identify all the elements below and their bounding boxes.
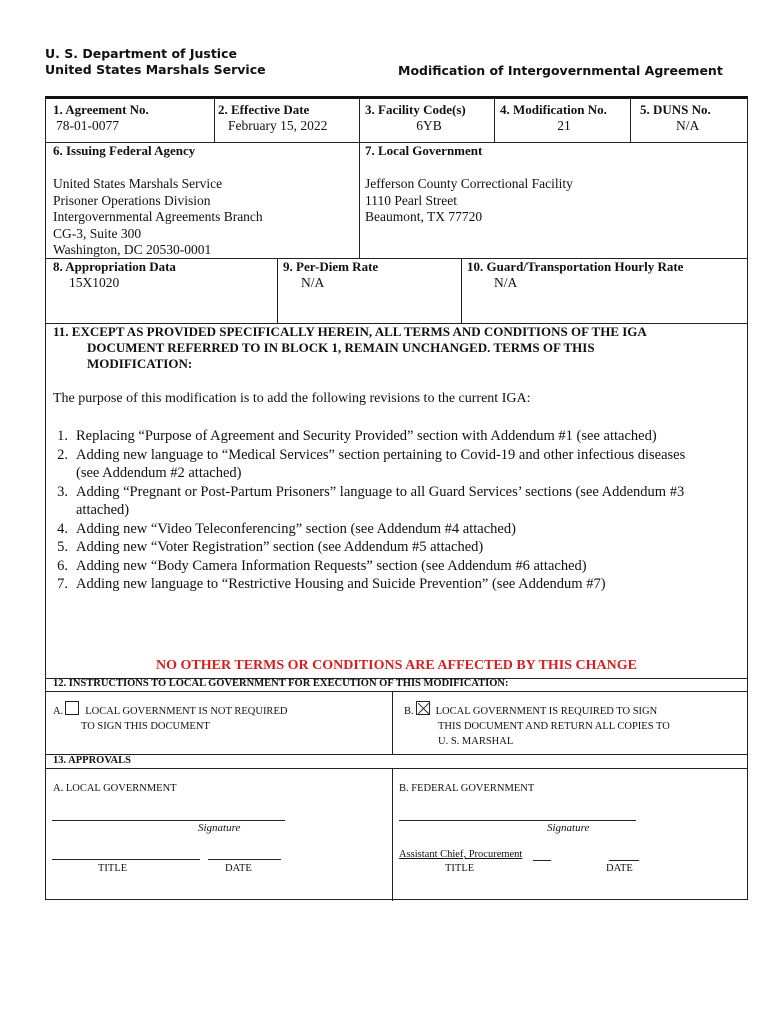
no-other-terms-notice: NO OTHER TERMS OR CONDITIONS ARE AFFECTED BY THIS CHANGE <box>156 658 637 673</box>
per-diem-cell <box>283 259 458 291</box>
address-line: Intergovernmental Agreements Branch <box>53 209 263 224</box>
local-title-caption: TITLE <box>98 863 128 874</box>
local-title-line[interactable] <box>52 859 200 860</box>
col-divider <box>461 258 462 323</box>
list-item-continuation: attached) <box>76 502 130 518</box>
modification-no-label: 4. Modification No. <box>500 102 607 117</box>
list-item: 5. Adding new “Voter Registration” section (see Addendum #5 attached) <box>57 539 484 555</box>
address-line: 1110 Pearl Street <box>365 192 457 208</box>
local-government-cell <box>365 143 735 226</box>
address-line: Washington, DC 20530-0001 <box>53 242 212 257</box>
federal-government-approval-label: B. FEDERAL GOVERNMENT <box>399 783 535 794</box>
address-line: Prisoner Operations Division <box>53 192 211 208</box>
local-date-line[interactable] <box>208 859 281 860</box>
appropriation-label: 8. Appropriation Data <box>53 259 176 274</box>
guard-rate-label: 10. Guard/Transportation Hourly Rate <box>467 259 684 274</box>
local-signature-line[interactable] <box>52 820 285 821</box>
per-diem-label: 9. Per-Diem Rate <box>283 259 379 274</box>
modification-no-value: 21 <box>557 118 571 133</box>
col-divider <box>630 99 631 142</box>
agreement-no-cell <box>53 102 149 134</box>
option-a-line: LOCAL GOVERNMENT IS NOT REQUIRED <box>85 706 288 717</box>
col-divider <box>359 142 360 258</box>
instructions-label: 12. INSTRUCTIONS TO LOCAL GOVERNMENT FOR EXECUTION OF THIS MODIFICATION: <box>53 678 509 689</box>
issuing-agency-label: 6. Issuing Federal Agency <box>53 143 196 158</box>
issuing-agency-cell <box>53 143 353 259</box>
option-a-prefix: A. <box>53 706 64 717</box>
row-divider <box>46 754 747 755</box>
local-government-approval-label: A. LOCAL GOVERNMENT <box>53 783 177 794</box>
appropriation-cell <box>53 259 273 291</box>
address-line: Beaumont, TX 77720 <box>365 209 483 224</box>
agency-header <box>45 46 266 78</box>
guard-rate-value: N/A <box>494 275 518 290</box>
not-required-checkbox[interactable] <box>65 701 79 715</box>
local-government-address <box>365 176 735 226</box>
facility-code-cell <box>365 102 493 134</box>
federal-title-caption: TITLE <box>445 863 475 874</box>
list-item: 3. Adding “Pregnant or Post-Partum Prisoners” language to all Guard Services’ sections (see Addendum #3 <box>57 483 685 500</box>
effective-date-label: 2. Effective Date <box>218 102 310 117</box>
guard-rate-cell <box>467 259 742 291</box>
list-item: 1. Replacing “Purpose of Agreement and Security Provided” section with Addendum #1 (see attached) <box>57 428 657 444</box>
address-line: Jefferson County Correctional Facility <box>365 176 573 191</box>
option-b <box>404 704 734 749</box>
col-divider <box>214 99 215 142</box>
list-item: 7. Adding new language to “Restrictive Housing and Suicide Prevention” (see Addendum #7) <box>57 576 606 592</box>
facility-code-label: 3. Facility Code(s) <box>365 102 466 117</box>
option-b-line: THIS DOCUMENT AND RETURN ALL COPIES TO <box>438 721 670 732</box>
duns-no-label: 5. DUNS No. <box>640 102 711 117</box>
federal-signature-line[interactable] <box>399 820 636 821</box>
purpose-statement: The purpose of this modification is to add the following revisions to the current IGA: <box>53 391 531 406</box>
address-line: CG-3, Suite 300 <box>53 225 142 241</box>
local-government-label: 7. Local Government <box>365 143 483 158</box>
federal-date-caption: DATE <box>606 863 633 874</box>
terms-heading-line: MODIFICATION: <box>87 356 193 371</box>
terms-heading-line: DOCUMENT REFERRED TO IN BLOCK 1, REMAIN UNCHANGED. TERMS OF THIS <box>87 340 595 355</box>
revision-list <box>48 427 738 594</box>
option-b-prefix: B. <box>404 706 414 717</box>
list-item: 6. Adding new “Body Camera Information Requests” section (see Addendum #6 attached) <box>57 557 587 574</box>
col-divider <box>494 99 495 142</box>
agreement-no-value: 78-01-0077 <box>56 118 119 133</box>
federal-signature-caption: Signature <box>547 822 590 834</box>
effective-date-value: February 15, 2022 <box>228 118 328 133</box>
per-diem-value: N/A <box>301 275 325 290</box>
facility-code-value: 6YB <box>416 118 442 133</box>
col-divider <box>359 99 360 142</box>
appropriation-value: 15X1020 <box>69 275 120 290</box>
list-item: 4. Adding new “Video Teleconferencing” section (see Addendum #4 attached) <box>57 520 516 537</box>
list-item: 2. Adding new language to “Medical Services” section pertaining to Covid-19 and other infectious diseases <box>57 446 686 463</box>
required-checkbox[interactable] <box>416 701 430 715</box>
list-item-continuation: (see Addendum #2 attached) <box>76 465 242 481</box>
duns-no-cell <box>640 102 740 134</box>
issuing-agency-address <box>53 176 353 259</box>
option-a-line: TO SIGN THIS DOCUMENT <box>81 721 210 732</box>
service-name: United States Marshals Service <box>45 62 266 77</box>
department-name: U. S. Department of Justice <box>45 46 237 61</box>
effective-date-cell <box>218 102 358 134</box>
row-divider <box>46 768 747 769</box>
option-a <box>53 704 383 734</box>
col-divider <box>277 258 278 323</box>
address-line: United States Marshals Service <box>53 176 223 191</box>
row-divider <box>46 691 747 692</box>
agreement-no-label: 1. Agreement No. <box>53 102 149 117</box>
federal-title-value: Assistant Chief, Procurement <box>399 849 523 860</box>
option-b-line: LOCAL GOVERNMENT IS REQUIRED TO SIGN <box>435 706 658 717</box>
terms-heading <box>53 324 743 372</box>
document-title: Modification of Intergovernmental Agreement <box>398 63 723 78</box>
col-divider <box>392 691 393 754</box>
local-signature-caption: Signature <box>198 822 241 834</box>
col-divider <box>392 768 393 901</box>
modification-no-cell <box>500 102 628 134</box>
duns-no-value: N/A <box>676 118 700 133</box>
approvals-label: 13. APPROVALS <box>53 755 131 766</box>
option-b-line: U. S. MARSHAL <box>438 736 514 747</box>
terms-heading-line: 11. EXCEPT AS PROVIDED SPECIFICALLY HEREIN, ALL TERMS AND CONDITIONS OF THE IGA <box>53 324 647 339</box>
local-date-caption: DATE <box>225 863 252 874</box>
federal-title-line[interactable] <box>533 860 551 861</box>
